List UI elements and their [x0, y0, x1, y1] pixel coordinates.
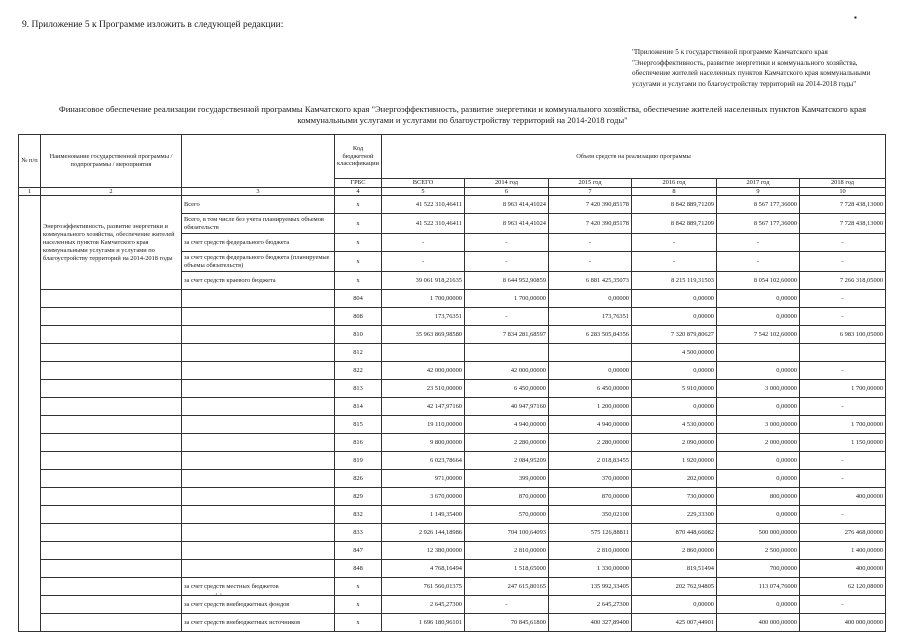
year-2018-cell: 276 468,00000 — [800, 524, 886, 542]
table-row — [19, 434, 886, 452]
total-cell: 1 696 180,96101 — [382, 614, 465, 632]
year-2017-cell: 2 000,00000 — [717, 434, 800, 452]
year-2015-cell: 173,76351 — [549, 308, 632, 326]
year-2016-cell: 0,00000 — [632, 290, 717, 308]
intro-text: 9. Приложение 5 к Программе изложить в следующей редакции: — [22, 20, 284, 30]
year-2017-cell: 0,00000 — [717, 398, 800, 416]
year-2015-cell: 6 283 505,84356 — [549, 326, 632, 344]
year-2015-cell: 575 126,88811 — [549, 524, 632, 542]
scan-speck: ▪ — [854, 13, 857, 22]
total-cell: 4 768,16494 — [382, 560, 465, 578]
year-2015-cell: - — [549, 234, 632, 252]
year-2017-cell: 400 000,00000 — [717, 614, 800, 632]
funding-source-cell — [182, 488, 335, 506]
header-name: Наименование государственной программы / подпрограммы / мероприятия — [41, 135, 182, 188]
year-2016-cell: 2 860,00000 — [632, 542, 717, 560]
year-2016-cell: 730,00000 — [632, 488, 717, 506]
year-2014-cell: - — [465, 234, 549, 252]
grbs-cell: 808 — [335, 308, 382, 326]
year-2017-cell: - — [717, 234, 800, 252]
year-2014-cell: 6 450,00000 — [465, 380, 549, 398]
col-index-5: 5 — [382, 187, 465, 196]
total-cell: - — [382, 252, 465, 272]
year-2018-cell: - — [800, 506, 886, 524]
year-2018-cell: - — [800, 470, 886, 488]
scan-speck-bottom: · · — [215, 590, 223, 599]
year-2017-cell: 113 074,76000 — [717, 578, 800, 596]
grbs-cell: х — [335, 596, 382, 614]
col-index-2: 2 — [41, 187, 182, 196]
program-name-blank-cell — [41, 488, 182, 506]
funding-source-cell — [182, 452, 335, 470]
year-2015-cell: 370,00000 — [549, 470, 632, 488]
program-name-blank-cell — [41, 362, 182, 380]
program-name-blank-cell — [41, 470, 182, 488]
year-2017-cell: 8 567 177,36000 — [717, 214, 800, 234]
col-index-4: 4 — [335, 187, 382, 196]
header-empty — [182, 135, 335, 188]
grbs-cell: х — [335, 234, 382, 252]
year-2018-cell: - — [800, 308, 886, 326]
year-2018-cell: - — [800, 234, 886, 252]
total-cell: 23 510,00000 — [382, 380, 465, 398]
year-2015-cell: 0,00000 — [549, 290, 632, 308]
grbs-cell: 822 — [335, 362, 382, 380]
program-name-blank-cell — [41, 506, 182, 524]
year-2015-cell: 6 881 425,35073 — [549, 272, 632, 290]
total-cell: 42 147,97160 — [382, 398, 465, 416]
year-2016-cell: 8 842 889,71209 — [632, 196, 717, 214]
funding-source-cell — [182, 344, 335, 362]
year-2018-cell: 7 266 318,05000 — [800, 272, 886, 290]
col-index-10: 10 — [800, 187, 886, 196]
year-2017-cell: 0,00000 — [717, 290, 800, 308]
year-2017-cell: - — [717, 252, 800, 272]
year-2016-cell: 1 920,00000 — [632, 452, 717, 470]
year-2014-cell: 247 615,80165 — [465, 578, 549, 596]
year-2014-cell: 40 947,97160 — [465, 398, 549, 416]
grbs-cell: 804 — [335, 290, 382, 308]
table-row — [19, 452, 886, 470]
funding-source-cell: Всего — [182, 196, 335, 214]
year-2016-cell: 202,00000 — [632, 470, 717, 488]
program-name-blank-cell — [41, 326, 182, 344]
funding-source-cell — [182, 542, 335, 560]
grbs-cell: 814 — [335, 398, 382, 416]
year-2015-cell: 7 420 390,85178 — [549, 196, 632, 214]
year-2018-cell: - — [800, 362, 886, 380]
funding-source-cell — [182, 560, 335, 578]
year-2018-cell: 400 000,00000 — [800, 614, 886, 632]
year-2017-cell: 3 000,00000 — [717, 380, 800, 398]
row-number-cell — [19, 196, 41, 632]
grbs-cell: 832 — [335, 506, 382, 524]
funding-source-cell: за счет средств внебюджетных фондов — [182, 596, 335, 614]
grbs-cell: х — [335, 196, 382, 214]
table-row — [19, 362, 886, 380]
funding-source-cell — [182, 506, 335, 524]
year-2016-cell: 0,00000 — [632, 308, 717, 326]
year-2015-cell: 135 992,33405 — [549, 578, 632, 596]
year-2015-cell: 350,02100 — [549, 506, 632, 524]
appendix-note: "Приложение 5 к государственной программе Камчатского края "Энергоэффективность, развитие энергетики и коммунального хозяйства, обеспечение жителей населенных пунктов Камчатского края коммунальными услугами и услугами по благоустройству территорий на 2014-2018 годы" — [632, 48, 871, 88]
grbs-cell: 813 — [335, 380, 382, 398]
table-row — [19, 398, 886, 416]
program-name-blank-cell — [41, 542, 182, 560]
col-index-6: 6 — [465, 187, 549, 196]
total-cell: 42 000,00000 — [382, 362, 465, 380]
year-2018-cell: - — [800, 252, 886, 272]
year-2015-cell: 4 940,00000 — [549, 416, 632, 434]
year-2016-cell: - — [632, 234, 717, 252]
year-2016-cell: 0,00000 — [632, 398, 717, 416]
year-2014-cell: 8 963 414,41024 — [465, 196, 549, 214]
year-2016-cell: 5 910,00000 — [632, 380, 717, 398]
funding-source-cell: за счет средств местных бюджетов — [182, 578, 335, 596]
total-cell: - — [382, 234, 465, 252]
year-2016-cell: 0,00000 — [632, 596, 717, 614]
year-2016-cell: 4 500,00000 — [632, 344, 717, 362]
program-name-blank-cell — [41, 308, 182, 326]
table-row — [19, 524, 886, 542]
table-row — [19, 308, 886, 326]
year-2014-cell: 399,00000 — [465, 470, 549, 488]
grbs-cell: х — [335, 578, 382, 596]
program-name-blank-cell — [41, 380, 182, 398]
table-row — [19, 470, 886, 488]
program-name-blank-cell — [41, 452, 182, 470]
year-2014-cell: - — [465, 252, 549, 272]
year-2014-cell: 8 644 952,90859 — [465, 272, 549, 290]
funding-source-cell: за счет средств краевого бюджета — [182, 272, 335, 290]
col-index-7: 7 — [549, 187, 632, 196]
program-name-blank-cell — [41, 416, 182, 434]
funding-source-cell: Всего, в том числе без учета планируемых объемов обязательств — [182, 214, 335, 234]
funding-source-cell — [182, 290, 335, 308]
col-index-9: 9 — [717, 187, 800, 196]
table-row — [19, 542, 886, 560]
year-2014-cell: 870,00000 — [465, 488, 549, 506]
year-2014-cell — [465, 344, 549, 362]
table-row — [19, 560, 886, 578]
header-2014: 2014 год — [465, 179, 549, 188]
program-name-blank-cell — [41, 344, 182, 362]
year-2015-cell: 2 280,00000 — [549, 434, 632, 452]
year-2017-cell: 700,00000 — [717, 560, 800, 578]
program-name-blank-cell — [41, 524, 182, 542]
program-name-blank-cell — [41, 290, 182, 308]
year-2014-cell: 2 810,00000 — [465, 542, 549, 560]
col-index-3: 3 — [182, 187, 335, 196]
grbs-cell: 829 — [335, 488, 382, 506]
funding-source-cell — [182, 398, 335, 416]
document-title: Финансовое обеспечение реализации государственной программы Камчатского края "Энергоэффективность, развитие энергетики и коммунального хозяйства, обеспечение жителей населенных пунктов Камчатского края коммунальными услугами и услугами по благоустройству территорий на 2014-2018 годы" — [58, 104, 867, 125]
total-cell: 6 023,78664 — [382, 452, 465, 470]
year-2017-cell: 8 567 177,36000 — [717, 196, 800, 214]
table-row — [19, 380, 886, 398]
year-2018-cell: - — [800, 452, 886, 470]
grbs-cell: 819 — [335, 452, 382, 470]
header-2018: 2018 год — [800, 179, 886, 188]
year-2018-cell: 400,00000 — [800, 488, 886, 506]
table-row — [19, 416, 886, 434]
year-2015-cell: 2 645,27300 — [549, 596, 632, 614]
year-2016-cell: 4 530,00000 — [632, 416, 717, 434]
year-2018-cell: 400,00000 — [800, 560, 886, 578]
total-cell — [382, 344, 465, 362]
grbs-cell: 816 — [335, 434, 382, 452]
grbs-cell: 833 — [335, 524, 382, 542]
header-2016: 2016 год — [632, 179, 717, 188]
year-2016-cell: 0,00000 — [632, 362, 717, 380]
total-cell: 173,76351 — [382, 308, 465, 326]
total-cell: 19 110,00000 — [382, 416, 465, 434]
year-2014-cell: 70 845,61800 — [465, 614, 549, 632]
year-2018-cell: - — [800, 398, 886, 416]
year-2014-cell: - — [465, 596, 549, 614]
funding-source-cell — [182, 380, 335, 398]
table-row — [19, 506, 886, 524]
funding-source-cell — [182, 470, 335, 488]
year-2017-cell: 0,00000 — [717, 596, 800, 614]
year-2015-cell: 870,00000 — [549, 488, 632, 506]
year-2017-cell: 3 000,00000 — [717, 416, 800, 434]
year-2017-cell: 0,00000 — [717, 506, 800, 524]
year-2014-cell: - — [465, 308, 549, 326]
program-name-blank-cell — [41, 560, 182, 578]
year-2018-cell: - — [800, 290, 886, 308]
grbs-cell: 812 — [335, 344, 382, 362]
year-2016-cell: - — [632, 252, 717, 272]
year-2015-cell: 400 327,89400 — [549, 614, 632, 632]
funding-source-cell — [182, 326, 335, 344]
header-volume: Объем средств на реализацию программы — [382, 135, 886, 179]
funding-source-cell: за счет средств внебюджетных источников — [182, 614, 335, 632]
year-2016-cell: 8 842 889,71209 — [632, 214, 717, 234]
grbs-cell: х — [335, 214, 382, 234]
funding-source-cell: за счет средств федерального бюджета — [182, 234, 335, 252]
year-2017-cell: 7 542 102,60000 — [717, 326, 800, 344]
table-row — [19, 326, 886, 344]
program-name-blank-cell — [41, 596, 182, 614]
table-row — [19, 290, 886, 308]
year-2014-cell: 2 084,95209 — [465, 452, 549, 470]
grbs-cell: 847 — [335, 542, 382, 560]
total-cell: 12 380,00000 — [382, 542, 465, 560]
total-cell: 35 963 869,98580 — [382, 326, 465, 344]
header-grbs: ГРБС — [335, 179, 382, 188]
year-2018-cell: 1 700,00000 — [800, 380, 886, 398]
year-2017-cell: 0,00000 — [717, 452, 800, 470]
total-cell: 9 800,00000 — [382, 434, 465, 452]
col-index-8: 8 — [632, 187, 717, 196]
table-row — [19, 196, 886, 214]
year-2017-cell: 0,00000 — [717, 362, 800, 380]
grbs-cell: 848 — [335, 560, 382, 578]
year-2014-cell: 2 280,00000 — [465, 434, 549, 452]
year-2018-cell: 7 728 438,13000 — [800, 214, 886, 234]
financing-table — [18, 134, 886, 632]
year-2018-cell: 7 728 438,13000 — [800, 196, 886, 214]
year-2017-cell: 2 500,00000 — [717, 542, 800, 560]
total-cell: 2 645,27300 — [382, 596, 465, 614]
year-2017-cell: 0,00000 — [717, 308, 800, 326]
year-2018-cell: - — [800, 596, 886, 614]
year-2015-cell: - — [549, 252, 632, 272]
funding-source-cell — [182, 434, 335, 452]
program-name-blank-cell — [41, 578, 182, 596]
total-cell: 1 149,35400 — [382, 506, 465, 524]
year-2016-cell: 2 090,00000 — [632, 434, 717, 452]
year-2018-cell — [800, 344, 886, 362]
table-row — [19, 578, 886, 596]
year-2014-cell: 7 834 281,68597 — [465, 326, 549, 344]
year-2018-cell: 6 983 100,05000 — [800, 326, 886, 344]
year-2018-cell: 1 700,00000 — [800, 416, 886, 434]
year-2018-cell: 1 400,00000 — [800, 542, 886, 560]
year-2018-cell: 1 150,00000 — [800, 434, 886, 452]
year-2014-cell: 8 963 414,41024 — [465, 214, 549, 234]
grbs-cell: 826 — [335, 470, 382, 488]
grbs-cell: х — [335, 272, 382, 290]
total-cell: 761 566,01375 — [382, 578, 465, 596]
year-2017-cell: 8 054 102,60000 — [717, 272, 800, 290]
total-cell: 1 700,00000 — [382, 290, 465, 308]
grbs-cell: х — [335, 614, 382, 632]
total-cell: 39 061 918,21635 — [382, 272, 465, 290]
year-2015-cell: 0,00000 — [549, 362, 632, 380]
year-2017-cell — [717, 344, 800, 362]
funding-source-cell: за счет средств федерального бюджета (планируемые объемы обязательств) — [182, 252, 335, 272]
table-row — [19, 596, 886, 614]
year-2015-cell: 1 200,00000 — [549, 398, 632, 416]
funding-source-cell — [182, 308, 335, 326]
year-2015-cell: 7 420 390,85178 — [549, 214, 632, 234]
program-name-blank-cell — [41, 434, 182, 452]
funding-source-cell — [182, 524, 335, 542]
year-2014-cell: 570,00000 — [465, 506, 549, 524]
year-2014-cell: 1 518,65000 — [465, 560, 549, 578]
total-cell: 41 522 310,46411 — [382, 196, 465, 214]
year-2016-cell: 870 448,66082 — [632, 524, 717, 542]
year-2016-cell: 8 215 119,31503 — [632, 272, 717, 290]
year-2014-cell: 704 100,64093 — [465, 524, 549, 542]
table-body — [19, 196, 886, 632]
year-2015-cell: 2 810,00000 — [549, 542, 632, 560]
funding-source-cell — [182, 416, 335, 434]
year-2015-cell: 1 330,00000 — [549, 560, 632, 578]
header-total: ВСЕГО — [382, 179, 465, 188]
year-2014-cell: 1 700,00000 — [465, 290, 549, 308]
header-2017: 2017 год — [717, 179, 800, 188]
year-2014-cell: 42 000,00000 — [465, 362, 549, 380]
grbs-cell: х — [335, 252, 382, 272]
year-2015-cell: 6 450,00000 — [549, 380, 632, 398]
total-cell: 3 670,00000 — [382, 488, 465, 506]
funding-source-cell — [182, 362, 335, 380]
header-2015: 2015 год — [549, 179, 632, 188]
year-2016-cell: 229,33300 — [632, 506, 717, 524]
year-2015-cell: 2 018,83455 — [549, 452, 632, 470]
header-num: № п/п — [19, 135, 41, 188]
total-cell: 2 926 144,18986 — [382, 524, 465, 542]
table-row — [19, 488, 886, 506]
table-row — [19, 614, 886, 632]
year-2016-cell: 425 007,44901 — [632, 614, 717, 632]
total-cell: 971,00000 — [382, 470, 465, 488]
grbs-cell: 810 — [335, 326, 382, 344]
program-name-cell: Энергоэффективность, развитие энергетики и коммунального хозяйства, обеспечение жителей населенных пунктов Камчатского края коммунальными услугами и услугами по благоустройству территорий на 2014-2018 годы — [41, 196, 182, 290]
year-2016-cell: 819,51494 — [632, 560, 717, 578]
year-2015-cell — [549, 344, 632, 362]
col-index-1: 1 — [19, 187, 41, 196]
grbs-cell: 815 — [335, 416, 382, 434]
year-2018-cell: 62 120,08000 — [800, 578, 886, 596]
program-name-blank-cell — [41, 614, 182, 632]
year-2017-cell: 500 000,00000 — [717, 524, 800, 542]
program-name-blank-cell — [41, 398, 182, 416]
total-cell: 41 522 310,46411 — [382, 214, 465, 234]
year-2016-cell: 202 762,94805 — [632, 578, 717, 596]
table-row — [19, 344, 886, 362]
year-2017-cell: 800,00000 — [717, 488, 800, 506]
year-2017-cell: 0,00000 — [717, 470, 800, 488]
header-code: Код бюджетной классификации — [335, 135, 382, 179]
year-2016-cell: 7 320 879,80627 — [632, 326, 717, 344]
year-2014-cell: 4 940,00000 — [465, 416, 549, 434]
